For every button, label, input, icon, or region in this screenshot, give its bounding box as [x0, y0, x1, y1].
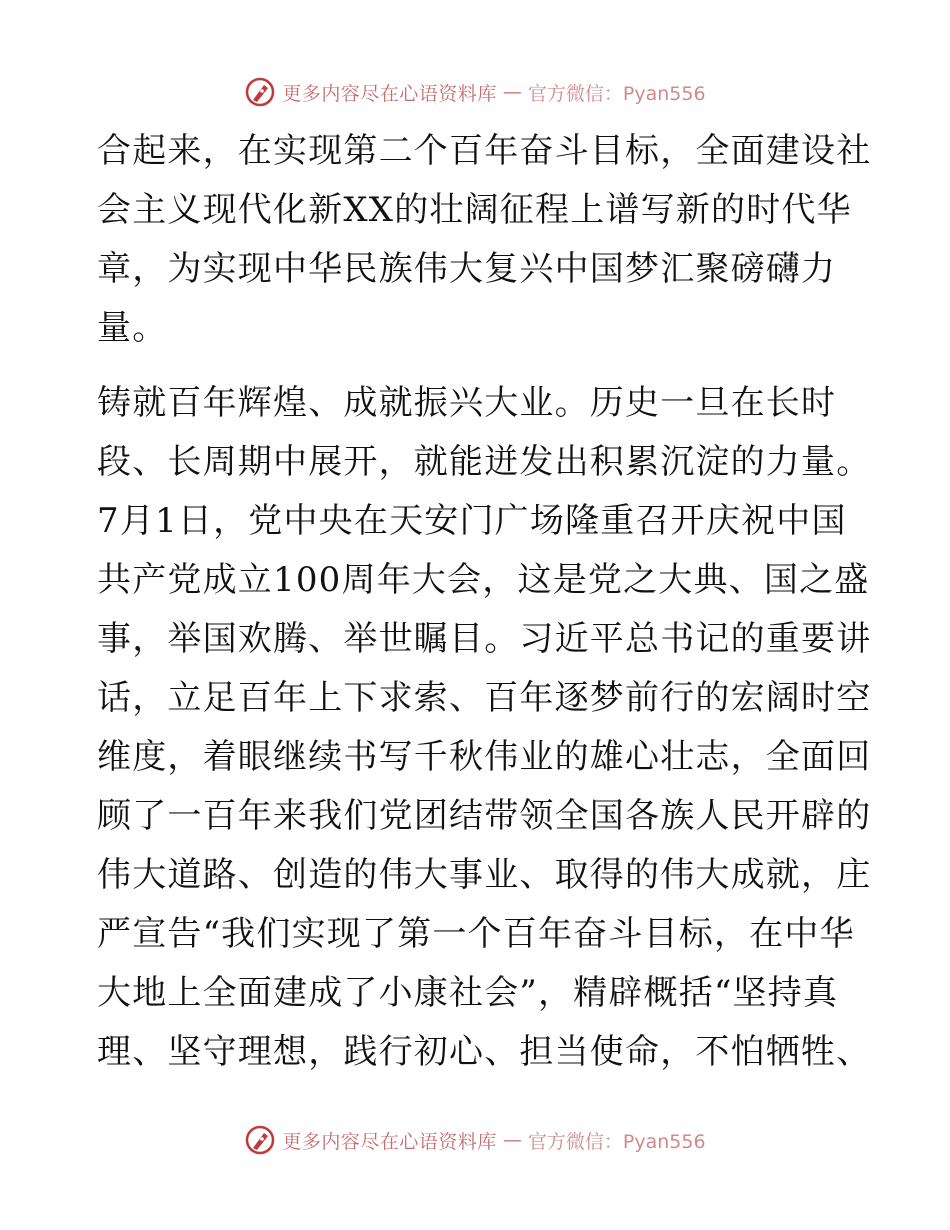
text-line: 维度，着眼继续书写千秋伟业的雄心壮志，全面回: [97, 737, 872, 777]
text-line: 理、坚守理想，践行初心、担当使命，不怕牺牲、: [97, 1032, 872, 1072]
watermark-text: 更多内容尽在心语资料库: [282, 1130, 497, 1153]
text-line: 段、长周期中展开，就能迸发出积累沉淀的力量。: [97, 442, 872, 482]
pen-nib-logo-icon: [244, 1124, 276, 1156]
watermark-separator: —: [502, 1129, 522, 1151]
paragraph-2: [97, 374, 872, 1082]
text-line: 会主义现代化新XX的壮阔征程上谱写新的时代华: [97, 190, 852, 230]
footer-watermark: [0, 1120, 950, 1160]
paragraph-1: [97, 122, 872, 358]
text-line: 7月1日，党中央在天安门广场隆重召开庆祝中国: [97, 501, 847, 541]
text-line: 顾了一百年来我们党团结带领全国各族人民开辟的: [97, 796, 872, 836]
watermark-contact: 官方微信：Pyan556: [527, 82, 706, 105]
text-line: 章，为实现中华民族伟大复兴中国梦汇聚磅礴力: [97, 249, 837, 289]
text-line: 大地上全面建成了小康社会”，精辟概括“坚持真: [97, 973, 839, 1013]
text-line: 量。: [97, 308, 168, 348]
text-line: 话，立足百年上下求索、百年逐梦前行的宏阔时空: [97, 678, 872, 718]
text-line: 伟大道路、创造的伟大事业、取得的伟大成就，庄: [97, 855, 872, 895]
text-line: 铸就百年辉煌、成就振兴大业。历史一旦在长时: [97, 383, 837, 423]
text-line: 严宣告“我们实现了第一个百年奋斗目标，在中华: [97, 914, 855, 954]
watermark-text: 更多内容尽在心语资料库: [282, 82, 497, 105]
text-line: 合起来，在实现第二个百年奋斗目标，全面建设社: [97, 131, 872, 171]
document-body: [97, 122, 872, 1082]
text-line: 共产党成立100周年大会，这是党之大典、国之盛: [97, 560, 870, 600]
text-line: 事，举国欢腾、举世瞩目。习近平总书记的重要讲: [97, 619, 872, 659]
watermark-contact: 官方微信：Pyan556: [527, 1130, 706, 1153]
pen-nib-logo-icon: [244, 76, 276, 108]
watermark-separator: —: [502, 81, 522, 103]
header-watermark: [0, 72, 950, 112]
